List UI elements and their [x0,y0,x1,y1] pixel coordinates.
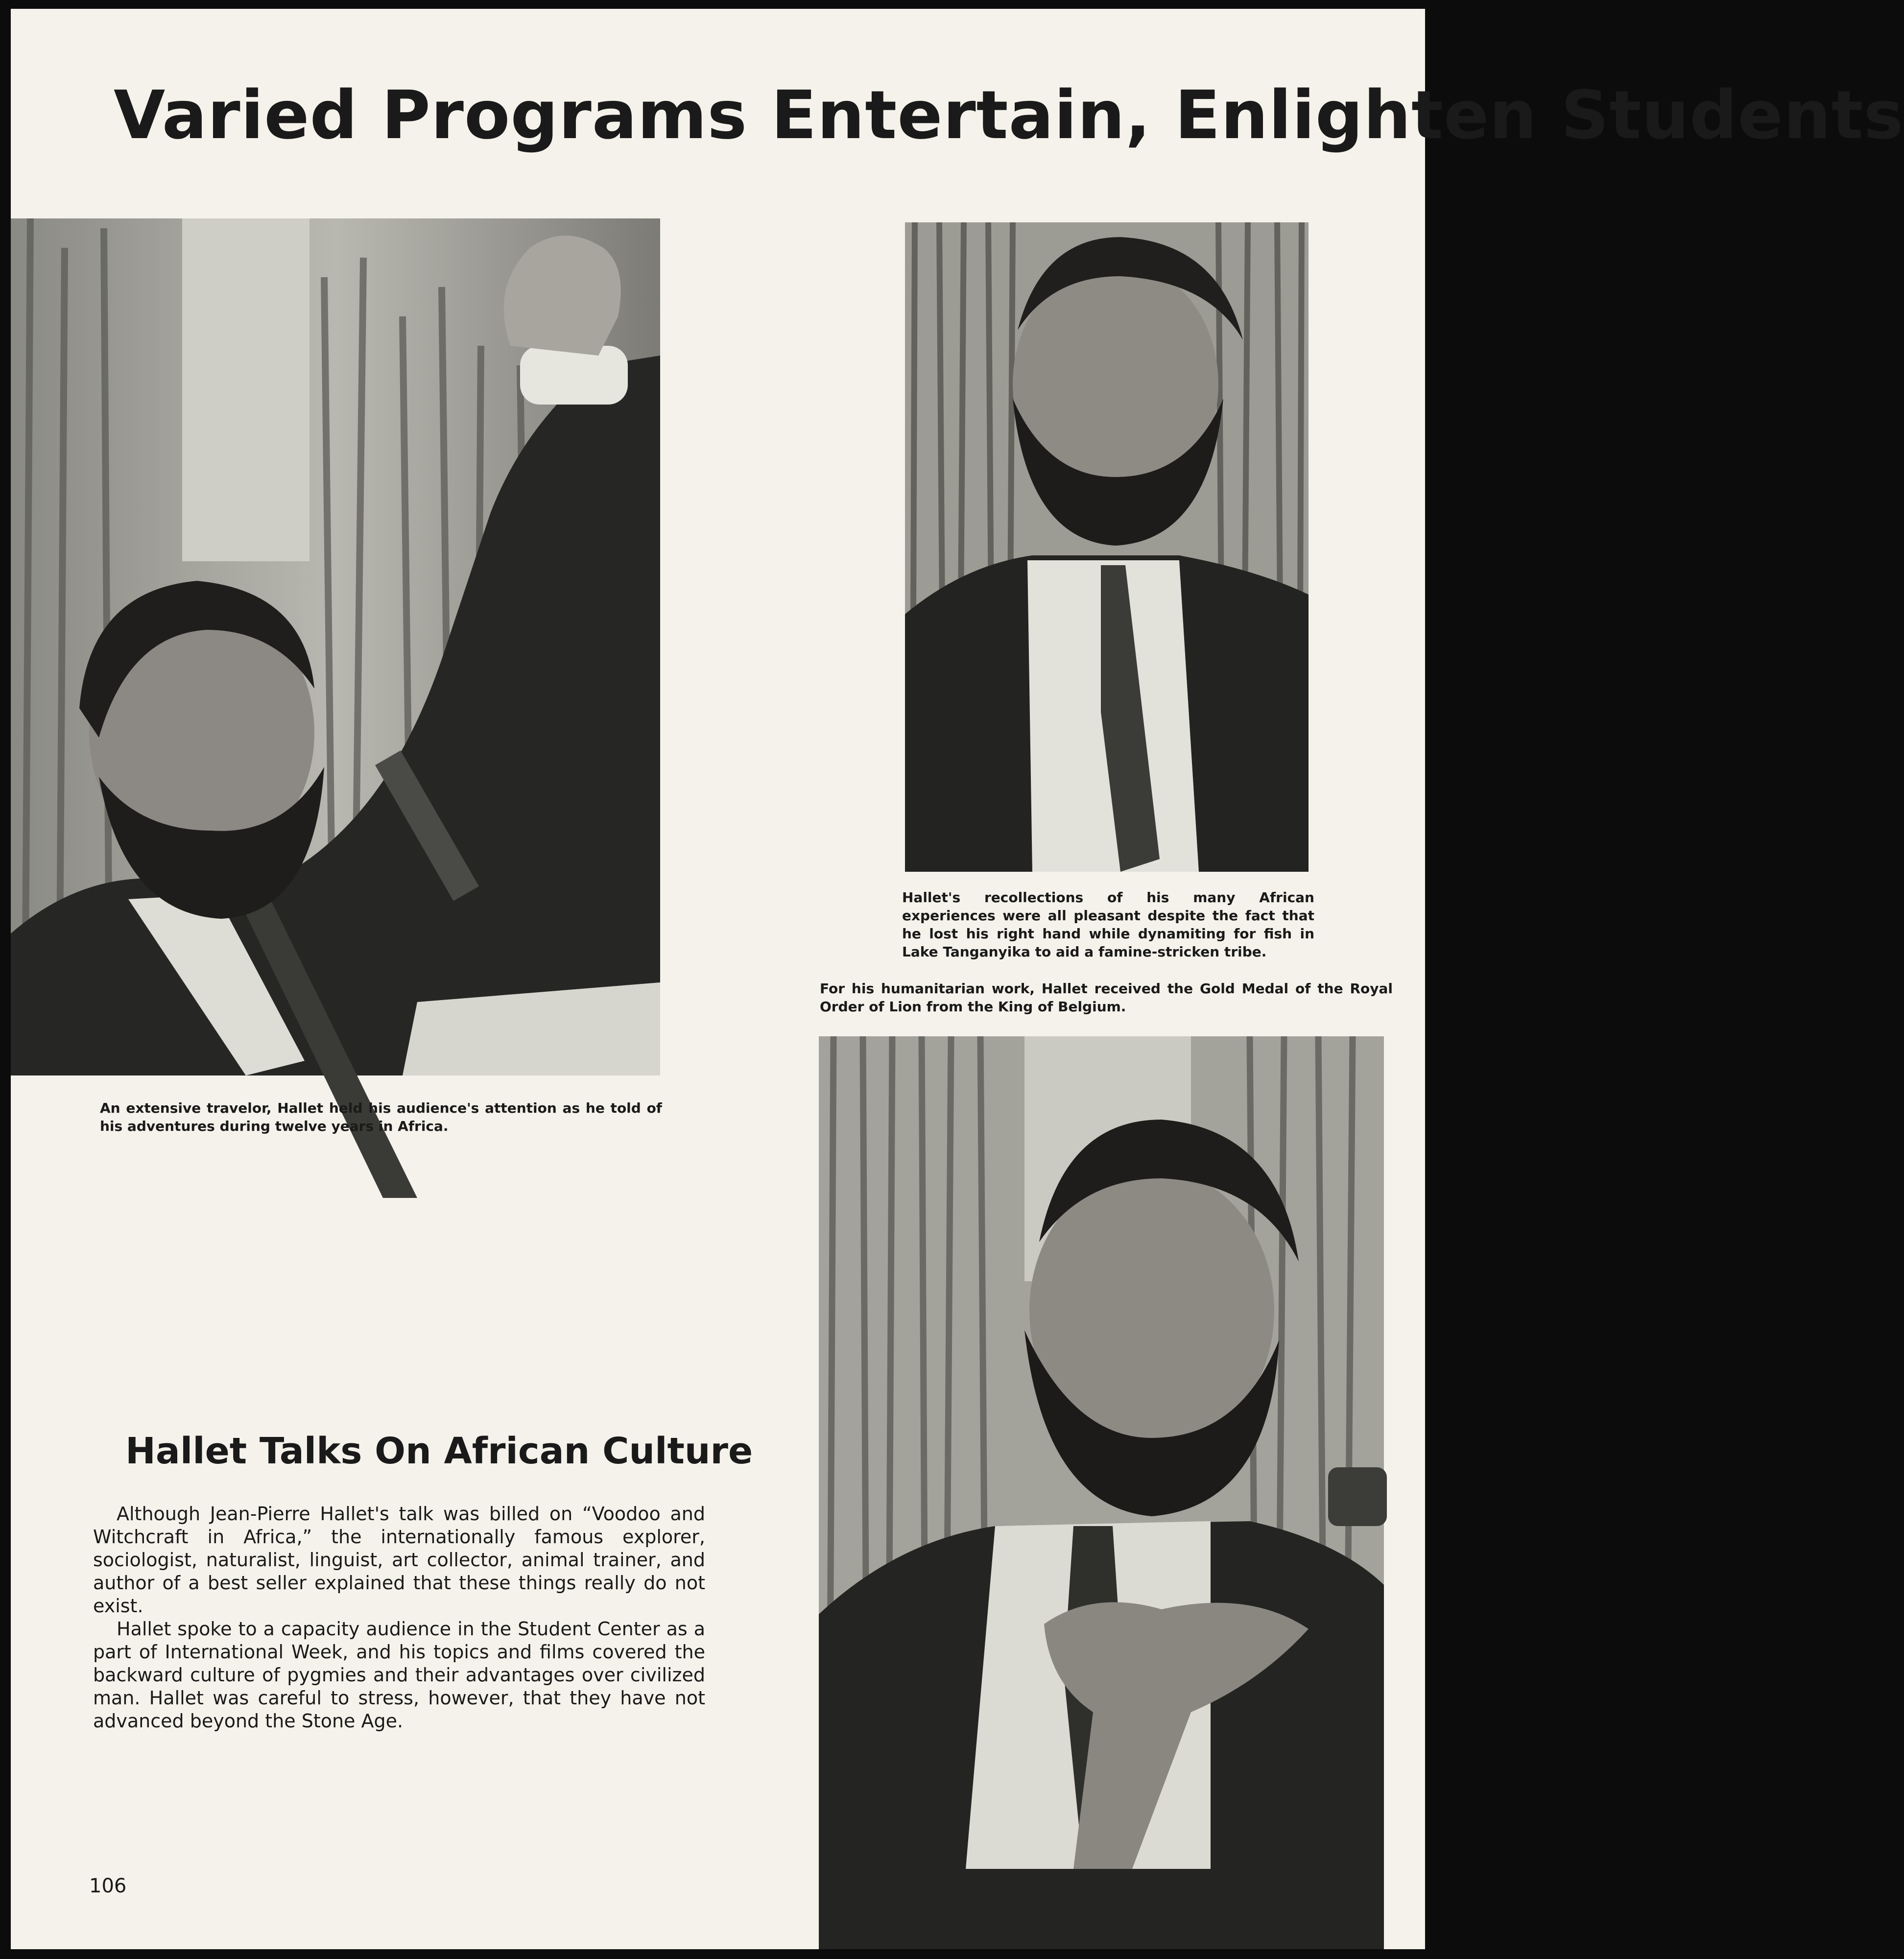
article-paragraph: Although Jean-Pierre Hallet's talk was billed on “Voodoo and Witchcraft in Africa,” the internationally famous explorer, sociologist, naturalist, linguist, art collector, animal trainer, and author of a best seller explained that these things really do not exist. [93,1503,705,1617]
article-title: Hallet Talks On African Culture [125,1430,753,1472]
article-body [93,1503,705,1733]
page-number: 106 [89,1875,127,1897]
photo-hallet-lectern [11,218,660,1075]
article-paragraph: Hallet spoke to a capacity audience in the Student Center as a part of International Week, and his topics and films covered the backward culture of pygmies and their advantages over civilized man. Hallet was careful to stress, however, that they have not advanced beyond the Stone Age. [93,1618,705,1732]
yearbook-page [11,9,1904,1949]
caption-left-photo: An extensive travelor, Hallet held his audience's attention as he told of his adventures during twelve years in Africa. [100,1100,662,1134]
caption-top-right-photo: Hallet's recollections of his many African experiences were all pleasant despite the fact that he lost his right hand while dynamiting for fish in Lake Tanganyika to aid a famine-stricken tribe. [902,889,1314,960]
caption-bottom-right-photo: For his humanitarian work, Hallet received the Gold Medal of the Royal Order of Lion from the King of Belgium. [820,980,1393,1015]
photo-hallet-looking-up [905,222,1309,872]
photo-hallet-gesturing [819,1036,1384,1949]
page-headline: Varied Programs Entertain, Enlighten Students [114,77,1904,154]
